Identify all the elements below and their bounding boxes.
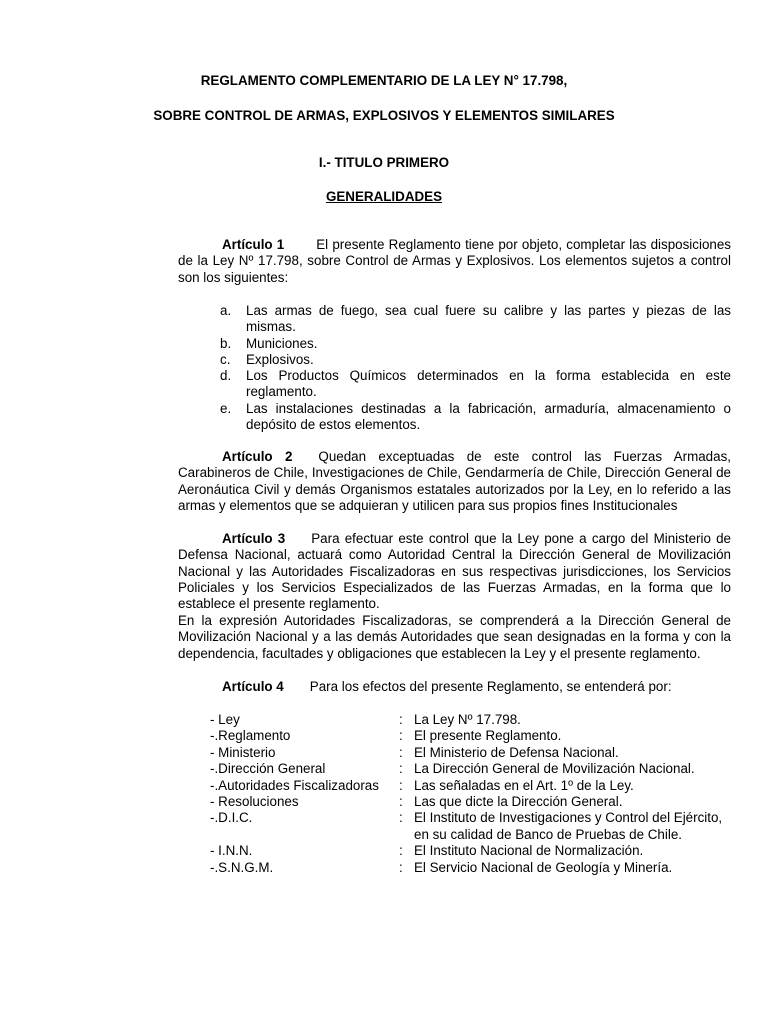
section-title: I.- TITULO PRIMERO <box>318 155 450 170</box>
list-item <box>220 303 731 336</box>
article-3-paragraph <box>178 531 731 612</box>
list-marker: c. <box>220 351 231 367</box>
definition-term: -.D.I.C. <box>210 810 253 826</box>
article-1-text: El presente Reglamento tiene por objeto, completar las disposiciones de la Ley Nº 17.798, sobre Control de Armas y Explosivos. Los elementos sujetos a control son los siguientes: <box>178 237 731 285</box>
definition-colon: : <box>399 728 403 744</box>
definition-term: - I.N.N. <box>210 843 253 859</box>
definition-term: -.S.N.G.M. <box>210 859 274 875</box>
section-subtitle: GENERALIDADES <box>325 189 443 204</box>
definition-meaning: El Servicio Nacional de Geología y Minería. <box>414 859 673 875</box>
definition-meaning: Las señaladas en el Art. 1º de la Ley. <box>414 777 634 793</box>
definition-meaning: La Dirección General de Movilización Nacional. <box>414 761 695 777</box>
list-marker: e. <box>220 400 232 416</box>
list-item <box>220 368 731 401</box>
list-item-text: Las instalaciones destinadas a la fabricación, armaduría, almacenamiento o depósito de estos elementos. <box>246 400 731 433</box>
document-title-line1: REGLAMENTO COMPLEMENTARIO DE LA LEY N° 17.798, <box>200 73 568 88</box>
definition-meaning: Las que dicte la Dirección General. <box>414 793 623 809</box>
article-4-text: Para los efectos del presente Reglamento, se entenderá por: <box>309 679 672 694</box>
definition-row <box>210 728 740 744</box>
definition-term: -.Autoridades Fiscalizadoras <box>210 777 379 793</box>
definition-colon: : <box>399 843 403 859</box>
article-1-label: Artículo 1 <box>222 237 285 252</box>
article-1-paragraph <box>178 237 731 286</box>
definition-meaning: El Instituto de Investigaciones y Control del Ejército, en su calidad de Banco de Pruebas de Chile. <box>414 810 723 842</box>
definition-colon: : <box>399 777 403 793</box>
article-3-text: Para efectuar este control que la Ley pone a cargo del Ministerio de Defensa Nacional, actuará como Autoridad Central la Dirección General de Movilización Nacional y las Autoridades Fiscalizadoras en sus respectivas jurisdicciones, los Servicios Policiales y los Servicios Especializados de las Fuerzas Armadas, en la forma que lo establece el presente reglamento. <box>178 531 731 612</box>
definition-colon: : <box>399 793 403 809</box>
article-2-paragraph <box>178 449 731 514</box>
definition-row <box>210 810 740 843</box>
article-4-paragraph <box>178 679 731 695</box>
definition-row <box>210 712 740 728</box>
article-2-text: Quedan exceptuadas de este control las Fuerzas Armadas, Carabineros de Chile, Investigaciones de Chile, Gendarmería de Chile, Dirección General de Aeronáutica Civil y demás Organismos estatales autorizados por la Ley, en lo referido a las armas y elementos que se adquieran y utilicen para sus propios fines Institucionales <box>178 449 731 513</box>
article-3-label: Artículo 3 <box>222 531 286 546</box>
list-item <box>220 352 731 368</box>
article-4-label: Artículo 4 <box>222 679 284 694</box>
definition-colon: : <box>399 761 403 777</box>
definition-colon: : <box>399 712 403 727</box>
definition-term: - Ministerio <box>210 744 276 760</box>
list-item-text: Municiones. <box>246 335 318 351</box>
definition-meaning: El Ministerio de Defensa Nacional. <box>414 744 619 760</box>
definition-meaning: El presente Reglamento. <box>414 728 562 744</box>
list-item-text: Los Productos Químicos determinados en la forma establecida en este reglamento. <box>246 368 731 400</box>
list-item <box>220 336 731 352</box>
definition-colon: : <box>399 744 403 760</box>
definition-row <box>210 843 740 859</box>
document-title-line2: SOBRE CONTROL DE ARMAS, EXPLOSIVOS Y ELEMENTOS SIMILARES <box>153 108 615 123</box>
definition-meaning: La Ley Nº 17.798. <box>414 712 521 727</box>
section-subtitle-wrap <box>0 189 768 204</box>
article-2-label: Artículo 2 <box>222 449 293 464</box>
list-marker: d. <box>220 368 232 384</box>
article-1-list <box>220 303 731 433</box>
list-item <box>220 401 731 434</box>
definition-meaning: El Instituto Nacional de Normalización. <box>414 843 644 859</box>
definition-row <box>210 745 740 761</box>
definition-term: - Resoluciones <box>210 793 299 809</box>
definition-colon: : <box>399 810 403 826</box>
definition-colon: : <box>399 859 403 875</box>
definition-row <box>210 778 740 794</box>
article-3-paragraph-2: En la expresión Autoridades Fiscalizadoras, se comprenderá a la Dirección General de Movilización Nacional y a las demás Autoridades que sean designadas en la forma y con la dependencia, facultades y obligaciones que establecen la Ley y el presente reglamento. <box>178 613 731 661</box>
definition-row <box>210 761 740 777</box>
list-marker: b. <box>220 335 232 351</box>
list-item-text: Explosivos. <box>246 351 314 367</box>
definition-row <box>210 860 740 876</box>
definition-term: -.Reglamento <box>210 728 291 744</box>
definition-term: - Ley <box>210 712 240 727</box>
list-marker: a. <box>220 303 232 318</box>
definitions-list <box>210 712 740 876</box>
definition-row <box>210 794 740 810</box>
definition-term: -.Dirección General <box>210 761 326 777</box>
list-item-text: Las armas de fuego, sea cual fuere su calibre y las partes y piezas de las mismas. <box>246 303 731 335</box>
